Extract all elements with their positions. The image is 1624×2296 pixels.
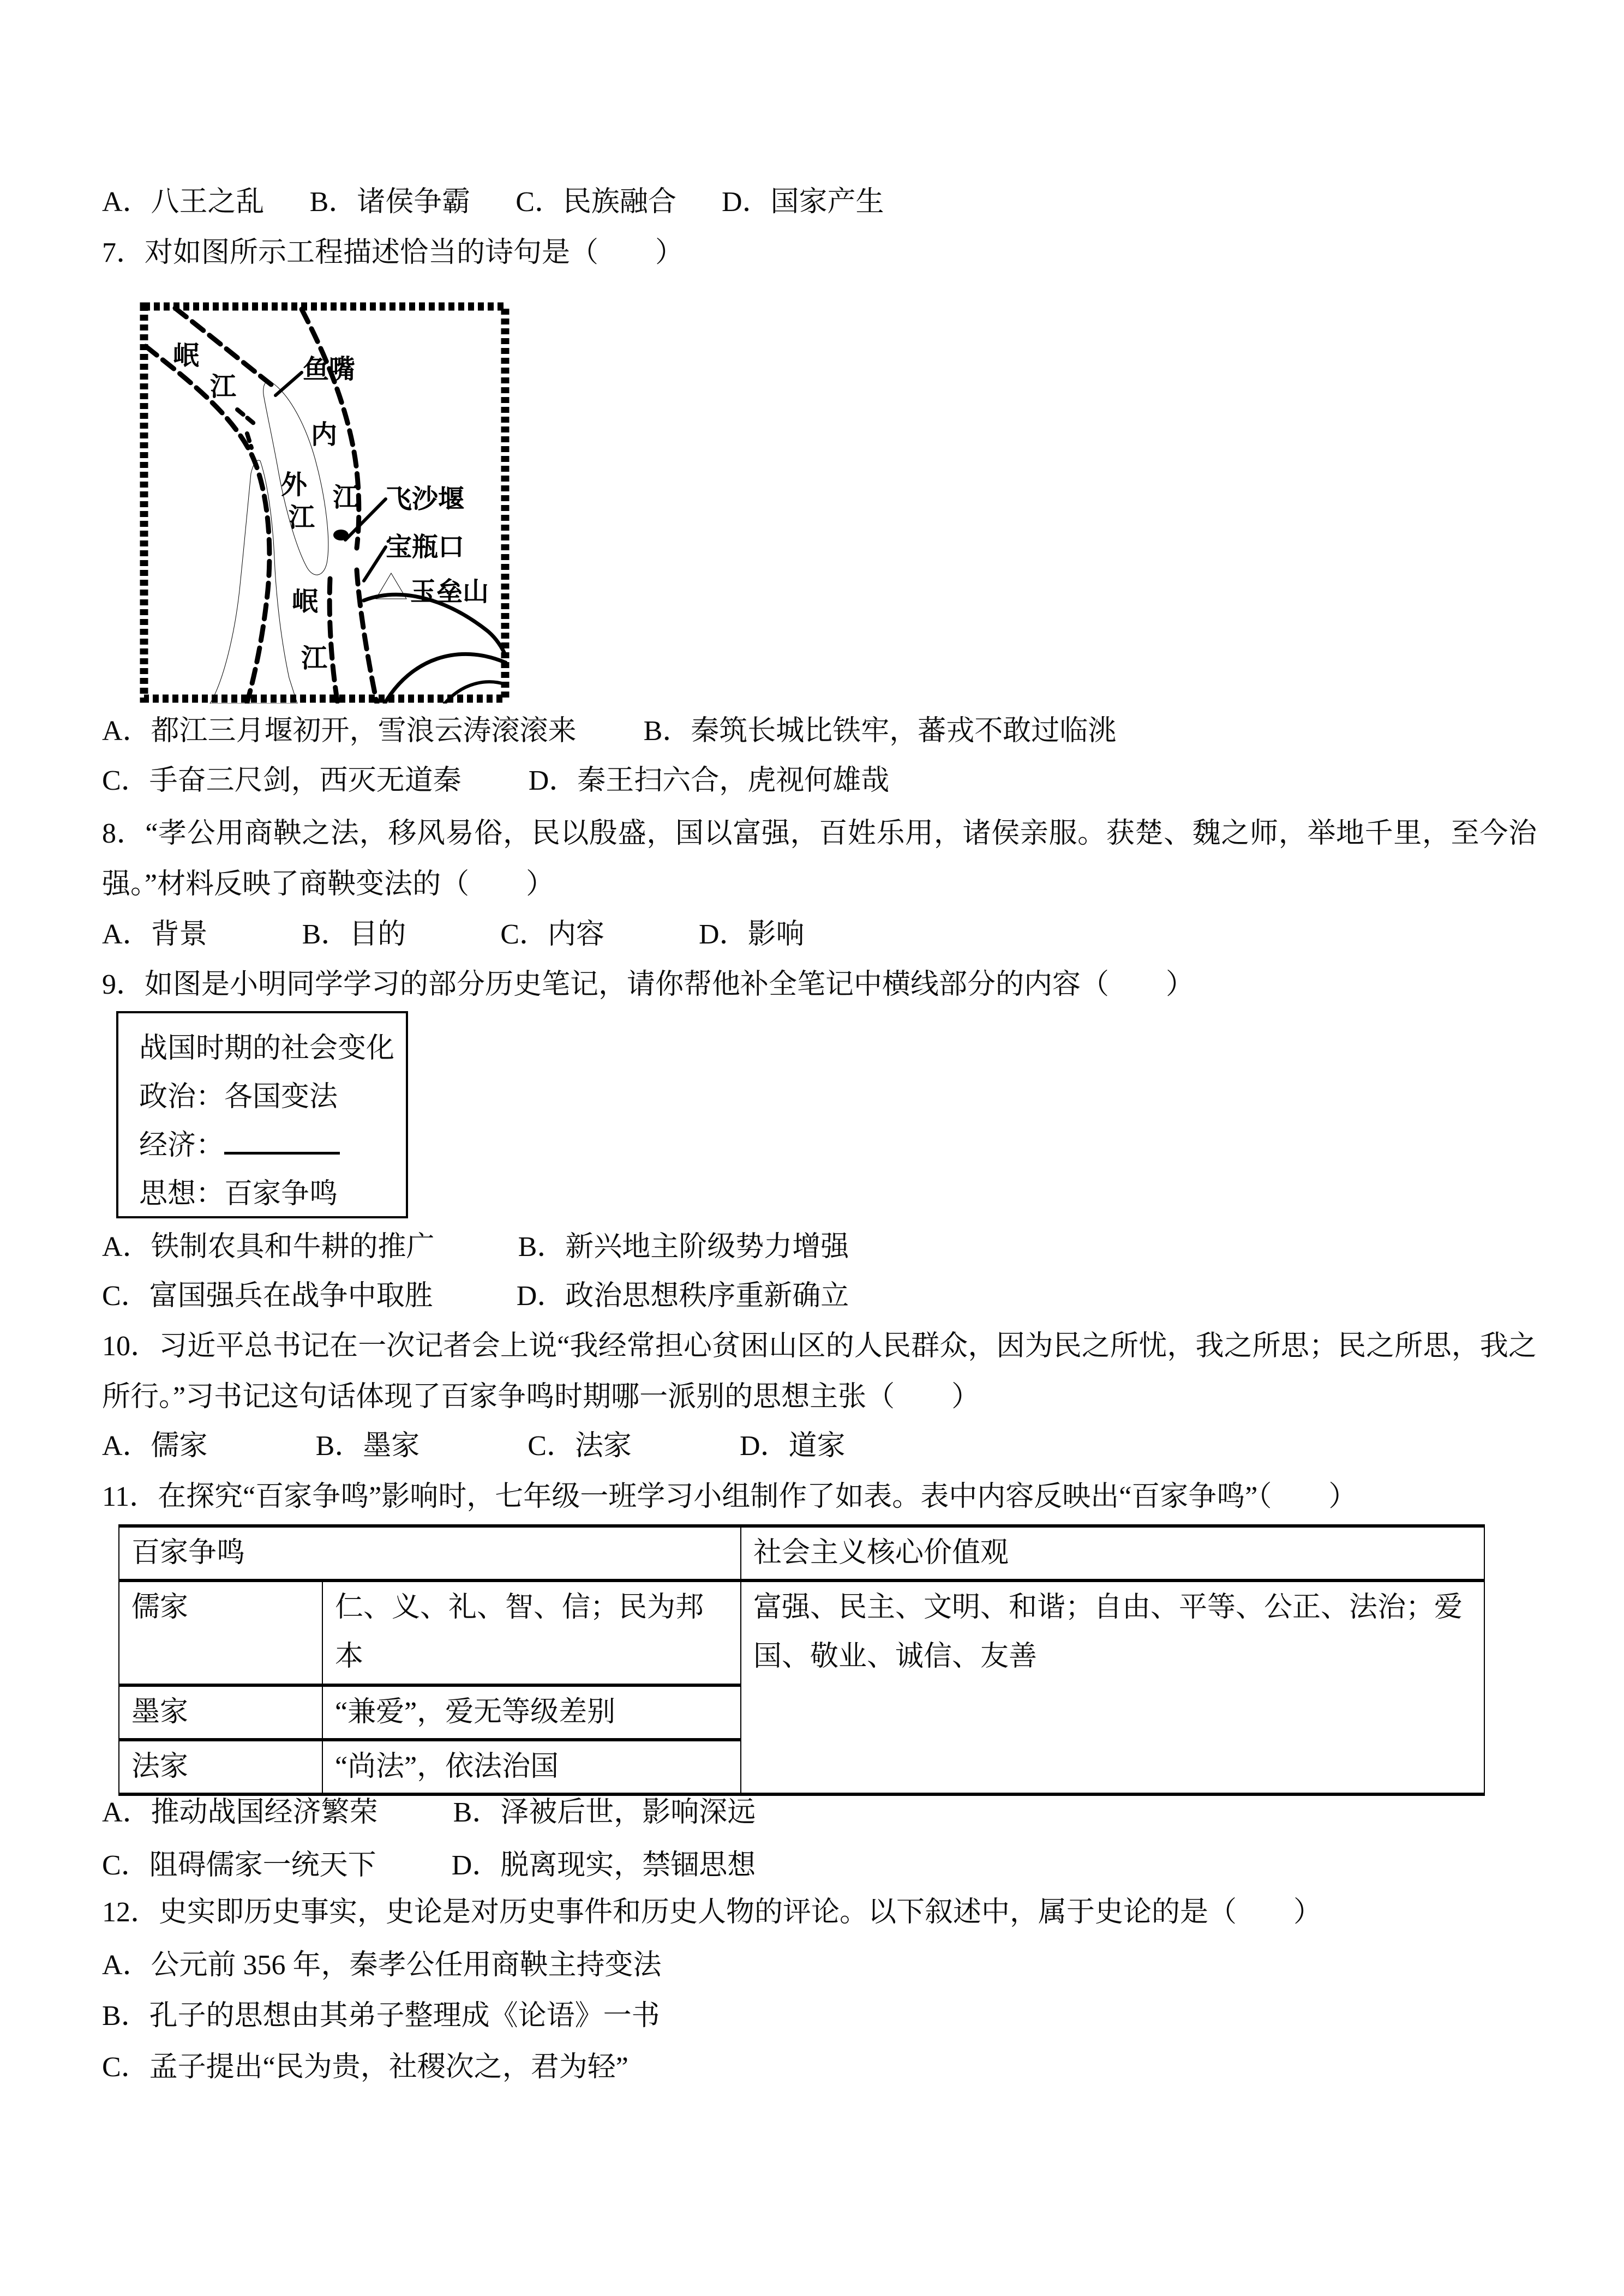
option-a: A．背景 xyxy=(102,919,208,950)
question-12-option-c: C．孟子提出“民为贵，社稷次之，君为轻” xyxy=(102,2052,628,2083)
option-b: B．泽被后世，影响深远 xyxy=(453,1797,756,1828)
map-label-minjiang-top-2: 江 xyxy=(210,372,237,401)
history-note-box xyxy=(116,1011,408,1218)
question-11-options-row1 xyxy=(102,1787,1537,1838)
option-a: A．八王之乱 xyxy=(102,187,265,218)
note-economy-label: 经济： xyxy=(139,1130,225,1161)
school-cell: 墨家 xyxy=(119,1685,322,1740)
map-label-yuleishan: 玉垒山 xyxy=(410,578,489,606)
map-label-baopingkou: 宝瓶口 xyxy=(386,533,465,562)
question-11-options-row2 xyxy=(102,1840,1537,1891)
option-d: D．国家产生 xyxy=(721,187,884,218)
question-10-stem: 10．习近平总书记在一次记者会上说“我经常担心贫困山区的人民群众，因为民之所忧，我之所思；民之所思，我之所行。”习书记这句话体现了百家争鸣时期哪一派别的思想主张（ ） xyxy=(102,1331,1537,1413)
idea-cell: 仁、义、礼、智、信；民为邦本 xyxy=(322,1580,741,1685)
question-10-options xyxy=(102,1421,1537,1471)
option-d: D．影响 xyxy=(698,919,805,950)
question-6-options xyxy=(102,177,1537,227)
question-11-stem: 11．在探究“百家争鸣”影响时，七年级一班学习小组制作了如表。表中内容反映出“百家争鸣”（ ） xyxy=(102,1481,1357,1512)
option-d: D．脱离现实，禁锢思想 xyxy=(451,1850,756,1881)
map-label-waijiang-1: 外 xyxy=(281,471,308,500)
note-title: 战国时期的社会变化 xyxy=(139,1033,395,1064)
option-c: C．手奋三尺剑，西灭无道秦 xyxy=(102,765,462,796)
core-values-cell: 富强、民主、文明、和谐；自由、平等、公正、法治；爱国、敬业、诚信、友善 xyxy=(741,1580,1484,1794)
question-8-stem: 8．“孝公用商鞅之法，移风易俗，民以殷盛，国以富强，百姓乐用，诸侯亲服。获楚、魏之师，举地千里，至今治强。”材料反映了商鞅变法的（ ） xyxy=(102,818,1537,900)
question-12-option-a: A．公元前 356 年，秦孝公任用商鞅主持变法 xyxy=(102,1950,662,1981)
question-7-stem: 7．对如图所示工程描述恰当的诗句是（ ） xyxy=(102,237,684,268)
table-header-left: 百家争鸣 xyxy=(119,1526,741,1580)
option-d: D．秦王扫六合，虎视何雄哉 xyxy=(528,765,890,796)
option-a: A．推动战国经济繁荣 xyxy=(102,1797,378,1828)
option-d: D．道家 xyxy=(739,1431,846,1462)
question-8-options xyxy=(102,909,1537,960)
table-header-row xyxy=(119,1526,1484,1580)
baopingkou-pointer-line xyxy=(364,547,386,581)
question-12-stem: 12．史实即历史事实，史论是对历史事件和历史人物的评论。以下叙述中，属于史论的是（ ） xyxy=(102,1897,1322,1928)
option-a: A．铁制农具和牛耕的推广 xyxy=(102,1231,435,1263)
option-c: C．民族融合 xyxy=(516,187,676,218)
option-d: D．政治思想秩序重新确立 xyxy=(516,1281,849,1312)
map-label-yuzui: 鱼嘴 xyxy=(303,355,356,384)
option-b: B．新兴地主阶级势力增强 xyxy=(518,1231,849,1263)
table-row-confucian xyxy=(119,1580,1484,1685)
option-c: C．富国强兵在战争中取胜 xyxy=(102,1281,433,1312)
map-label-neijiang-2: 江 xyxy=(333,483,359,512)
question-7-options-row2 xyxy=(102,755,1537,806)
question-9-stem: 9．如图是小明同学学习的部分历史笔记，请你帮他补全笔记中横线部分的内容（ ） xyxy=(102,969,1195,1000)
dujiangyan-map-figure xyxy=(139,302,510,704)
yuzui-pointer-line xyxy=(275,372,302,395)
idea-cell: “尚法”，依法治国 xyxy=(322,1740,741,1794)
question-7-options-row1 xyxy=(102,706,1537,756)
question-9-options-row2 xyxy=(102,1271,1537,1321)
question-12-option-b: B．孔子的思想由其弟子整理成《论语》一书 xyxy=(102,2000,660,2031)
table-header-right: 社会主义核心价值观 xyxy=(741,1526,1484,1580)
note-politics-line: 政治：各国变法 xyxy=(139,1081,338,1113)
school-cell: 法家 xyxy=(119,1740,322,1794)
map-west-bank xyxy=(146,346,269,702)
note-thought-line: 思想：百家争鸣 xyxy=(139,1179,338,1210)
option-a: A．儒家 xyxy=(102,1431,208,1462)
idea-cell: “兼爱”，爱无等级差别 xyxy=(322,1685,741,1740)
option-c: C．法家 xyxy=(528,1431,632,1462)
option-c: C．阻碍儒家一统天下 xyxy=(102,1850,376,1881)
map-label-minjiang-bottom-1: 岷 xyxy=(292,587,319,616)
map-label-minjiang-top-1: 岷 xyxy=(173,341,200,370)
map-label-neijiang-1: 内 xyxy=(311,420,338,449)
option-b: B．墨家 xyxy=(315,1431,420,1462)
school-cell: 儒家 xyxy=(119,1580,322,1685)
note-economy-line xyxy=(139,1121,406,1170)
hundred-schools-table xyxy=(118,1524,1485,1796)
option-b: B．目的 xyxy=(302,919,406,950)
map-bank-below-baopingkou xyxy=(357,570,377,704)
map-label-minjiang-bottom-2: 江 xyxy=(301,644,328,673)
option-b: B．诸侯争霸 xyxy=(309,187,471,218)
option-a: A．都江三月堰初开，雪浪云涛滚滚来 xyxy=(102,716,577,747)
question-9-options-row1 xyxy=(102,1222,1537,1272)
option-b: B．秦筑长城比铁牢，蕃戎不敢过临洮 xyxy=(643,716,1117,747)
blank-underline xyxy=(224,1128,340,1155)
map-lower-channel-bank xyxy=(329,579,338,704)
map-label-waijiang-2: 江 xyxy=(289,503,315,532)
option-c: C．内容 xyxy=(500,919,604,950)
map-label-feishayan: 飞沙堰 xyxy=(386,485,465,514)
